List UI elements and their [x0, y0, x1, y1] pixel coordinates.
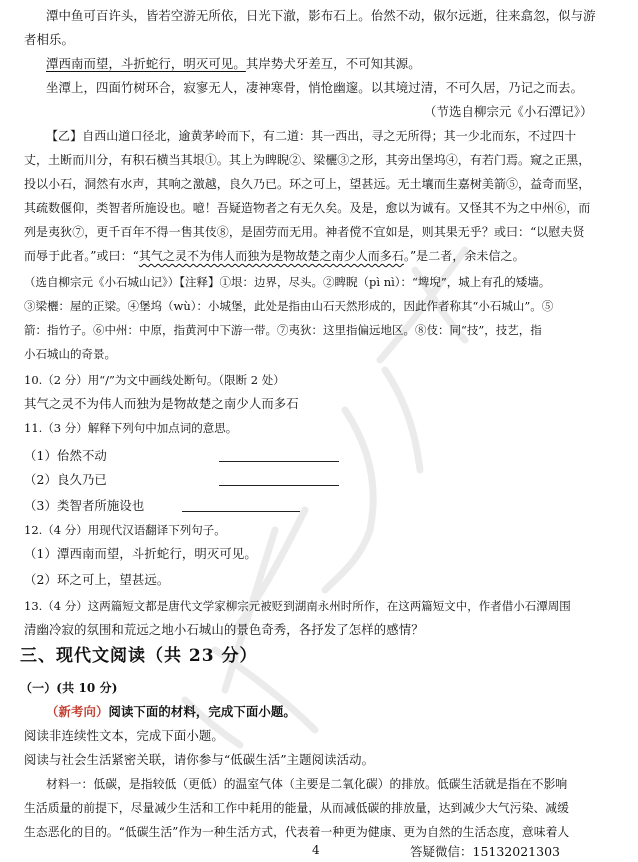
passage-b-line: 【乙】自西山道口径北，逾黄茅岭而下，有二道：其一西出，寻之无所得；其一少北而东，不过四十 [46, 129, 577, 143]
material-line: 生态恶化的目的。“低碳生活”作为一种生活方式，代表着一种更为健康、更为自然的生活态度，意味着人 [24, 825, 570, 839]
notes-line: 箭：指竹子。⑥中州：中原，指黄河中下游一带。⑦夷狄：这里指偏远地区。⑧伎：同“技”，技艺，指 [24, 323, 542, 337]
instruction-line: 阅读非连续性文本，完成下面小题。 [24, 728, 224, 743]
question-13: 清幽冷寂的氛围和荒远之地小石城山的景色奇秀，各抒发了怎样的感情？ [24, 622, 424, 637]
question-11-item: （1）佁然不动 [24, 448, 107, 464]
passage-a-line: 潭西南而望，斗折蛇行，明灭可见。其岸势犬牙差互，不可知其源。 [46, 56, 421, 71]
wavy-underlined-sentence: 其气之灵不为伟人而独为是物故楚之南少人而多石 [138, 249, 404, 263]
question-12: 12.（4 分）用现代汉语翻译下列句子。 [24, 523, 226, 537]
instruction-line: 阅读与社会生活紧密关联，请你参与“低碳生活”主题阅读活动。 [24, 752, 375, 767]
passage-a-line: 潭中鱼可百许头，皆若空游无所依，日光下澈，影布石上。佁然不动，俶尔远逝，往来翕忽，似与游 [46, 8, 596, 23]
answer-blank[interactable] [182, 500, 300, 512]
notes-line: 小石城山的奇景。 [24, 347, 116, 361]
subsection-title: （一）(共 10 分) [20, 681, 118, 695]
question-11-item: （2）良久乃已 [24, 472, 107, 488]
passage-b-line: 而辱于此者。”或曰：“其气之灵不为伟人而独为是物故楚之南少人而多石。”是二者，余未信之。 [24, 249, 525, 263]
passage-b-line: 丈，土断而川分，有积石横当其垠①。其上为睥睨②、梁欐③之形，其旁出堡坞④，有若门焉。窥之正黑， [24, 153, 591, 167]
new-trend-tag: （新考向） [46, 704, 109, 719]
question-12-item: （2）环之可上，望甚远。 [24, 572, 170, 587]
material-line: 生活质量的前提下，尽量减少生活和工作中耗用的能量，从而减低碳的排放量，达到减少大气污染、减缓 [24, 801, 569, 815]
passage-a-source: （节选自柳宗元《小石潭记》） [424, 104, 593, 119]
contact-info: 答疑微信：15132021303 [410, 844, 560, 859]
passage-a-line: 坐潭上，四面竹树环合，寂寥无人，凄神寒骨，悄怆幽邃。以其境过清，不可久居，乃记之而去。 [46, 80, 584, 95]
question-10: 10.（2 分）用“/”为文中画线处断句。（限断 2 处） [24, 373, 285, 387]
question-11: 11.（3 分）解释下列句中加点词的意思。 [24, 421, 238, 435]
passage-b-line: 其疏数偃仰，类智者所施设也。噫！吾疑造物者之有无久矣。及是，愈以为诚有。又怪其不为之中州⑥，而 [24, 201, 591, 215]
question-12-item: （1）潭西南而望，斗折蛇行，明灭可见。 [24, 546, 257, 561]
question-10-text: 其气之灵不为伟人而独为是物故楚之南少人而多石 [24, 396, 299, 411]
section-title: 三、现代文阅读（共 23 分） [20, 646, 258, 666]
underlined-sentence: 潭西南而望，斗折蛇行，明灭可见。 [46, 56, 246, 71]
notes-line: ③梁欐：屋的正梁。④堡坞（wù）：小城堡，此处是指由山石天然形成的，因此作者称其“小石城山”。⑤ [24, 299, 554, 313]
question-13: 13.（4 分）这两篇短文都是唐代文学家柳宗元被贬到湖南永州时所作，在这两篇短文中，作者借小石潭周围 [24, 599, 571, 613]
page-number: 4 [312, 843, 320, 857]
notes-line: （选自柳宗元《小石城山记》）【注释】①垠：边界，尽头。②睥睨（pì nì）：“埤堄”，城上有孔的矮墙。 [24, 275, 551, 289]
question-11-item: （3）类智者所施设也 [24, 498, 144, 514]
passage-a-line: 者相乐。 [24, 32, 74, 47]
passage-b-line: 列是夷狄⑦，更千百年不得一售其伎⑧，是固劳而无用。神者傥不宜如是，则其果无乎？或曰：“以慰夫贤 [24, 225, 585, 239]
instruction-line: （新考向）阅读下面的材料，完成下面小题。 [46, 704, 296, 719]
passage-b-line: 投以小石，洞然有水声，其响之激越，良久乃已。环之可上，望甚远。无土壤而生嘉树美箭⑤，益奇而坚， [24, 177, 591, 191]
material-line: 材料一：低碳，是指较低（更低）的温室气体（主要是二氧化碳）的排放。低碳生活就是指在不影响 [46, 777, 568, 791]
answer-blank[interactable] [219, 450, 339, 462]
answer-blank[interactable] [219, 474, 339, 486]
